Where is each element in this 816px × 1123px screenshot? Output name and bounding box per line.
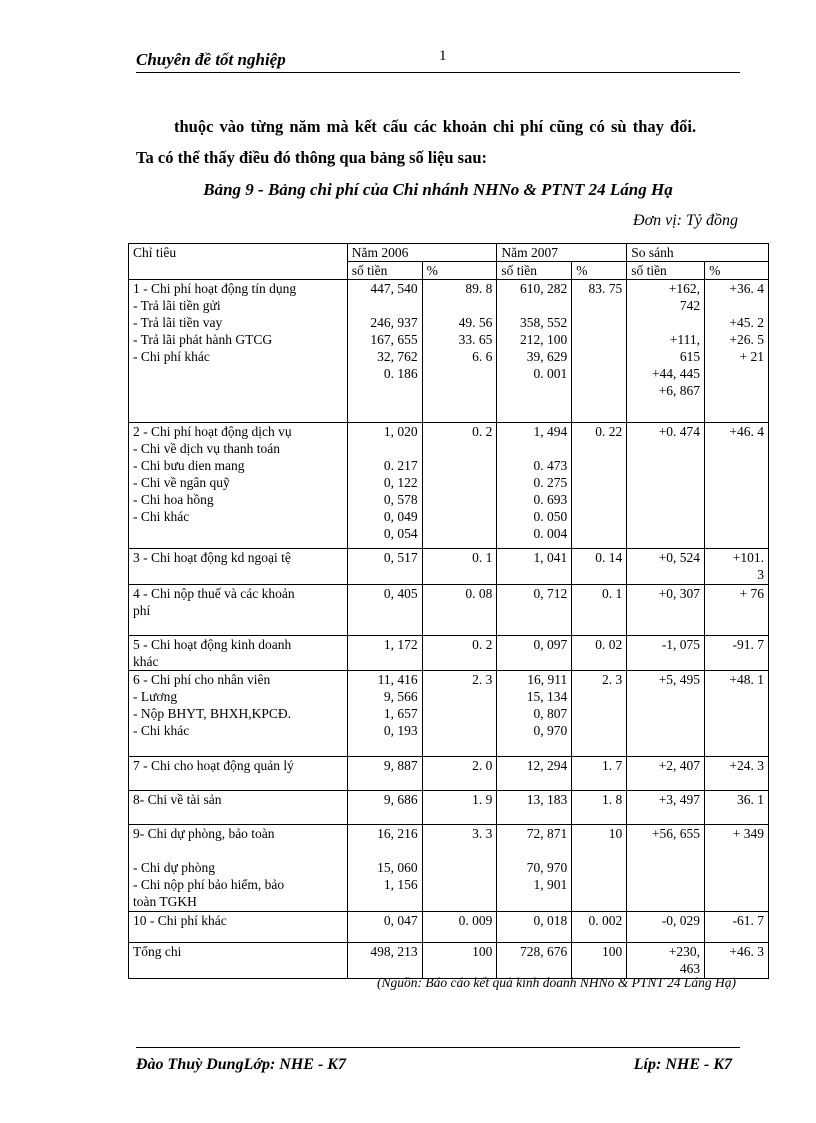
amount-2006-cell xyxy=(347,943,422,979)
percent-compare-cell xyxy=(705,943,769,979)
percent-compare-line: +45. 2 xyxy=(729,315,764,330)
amount-2006-line xyxy=(352,297,418,314)
amount-2006-line: 167, 655 xyxy=(370,332,418,347)
amount-2006-cell xyxy=(347,280,422,423)
amount-2007-line: 1, 901 xyxy=(533,877,568,892)
amount-2006-line: 9, 566 xyxy=(383,689,418,704)
amount-2007-cell xyxy=(497,912,572,943)
amount-2006-cell xyxy=(347,585,422,636)
footer-divider xyxy=(136,1047,740,1048)
cost-table xyxy=(128,243,769,979)
amount-2007-cell xyxy=(497,757,572,791)
row-label-line: khác xyxy=(133,654,159,669)
percent-2007-cell xyxy=(572,912,627,943)
table-row xyxy=(129,636,769,671)
amount-compare-line xyxy=(631,314,700,331)
percent-compare-line: 36. 1 xyxy=(737,792,764,807)
percent-2006-cell xyxy=(422,423,497,549)
percent-2006-line: 3. 3 xyxy=(472,826,493,841)
amount-2006-line: 1, 156 xyxy=(383,877,418,892)
percent-2007-line: 10 xyxy=(608,826,623,841)
percent-compare-cell xyxy=(705,549,769,585)
amount-2007-cell xyxy=(497,825,572,912)
percent-2006-cell xyxy=(422,943,497,979)
header-percent-2007: % xyxy=(572,262,627,280)
amount-2007-line: 358, 552 xyxy=(520,315,568,330)
amount-2007-line: 0, 807 xyxy=(533,706,568,721)
percent-2007-cell xyxy=(572,825,627,912)
percent-2007-line: 83. 75 xyxy=(588,281,623,296)
percent-2006-cell xyxy=(422,549,497,585)
row-label-cell xyxy=(129,825,348,912)
percent-compare-cell xyxy=(705,585,769,636)
amount-2007-line: 13, 183 xyxy=(526,792,568,807)
amount-2007-line: 12, 294 xyxy=(526,758,568,773)
percent-2006-cell xyxy=(422,671,497,757)
header-percent-2006: % xyxy=(422,262,497,280)
percent-compare-cell xyxy=(705,791,769,825)
amount-compare-cell xyxy=(627,636,705,671)
amount-2007-line: 728, 676 xyxy=(520,944,568,959)
percent-2007-line: 1. 8 xyxy=(601,792,623,807)
amount-2006-line: 0, 047 xyxy=(383,913,418,928)
row-label-line xyxy=(133,842,343,859)
percent-2006-line: 0. 1 xyxy=(472,550,493,565)
percent-2006-cell xyxy=(422,585,497,636)
table-row xyxy=(129,549,769,585)
amount-2006-line: 0, 578 xyxy=(383,492,418,507)
row-label-line: 2 - Chi phí hoạt động dịch vụ xyxy=(133,424,292,439)
amount-compare-line: +56, 655 xyxy=(651,826,701,841)
percent-compare-line: +26. 5 xyxy=(729,332,764,347)
amount-compare-line: +111, xyxy=(669,332,701,347)
amount-2007-line: 0, 018 xyxy=(533,913,568,928)
amount-2006-line: 9, 686 xyxy=(383,792,418,807)
percent-2007-line: 1. 7 xyxy=(601,758,623,773)
amount-compare-line: 615 xyxy=(679,349,701,364)
percent-2007-cell xyxy=(572,423,627,549)
table-caption: Bảng 9 - Bảng chi phí của Chi nhánh NHNo & PTNT 24 Láng Hạ xyxy=(203,180,673,199)
amount-compare-cell xyxy=(627,825,705,912)
table-header-row-1 xyxy=(129,244,769,262)
row-label-line: 6 - Chi phí cho nhân viên xyxy=(133,672,271,687)
amount-2007-cell xyxy=(497,585,572,636)
header-year-2006: Năm 2006 xyxy=(347,244,497,262)
table-row xyxy=(129,912,769,943)
percent-compare-cell xyxy=(705,757,769,791)
row-label-line: 8- Chi về tài sản xyxy=(133,792,222,807)
percent-2006-line: 2. 3 xyxy=(472,672,493,687)
percent-2007-cell xyxy=(572,636,627,671)
percent-compare-line xyxy=(709,297,764,314)
row-label-line: toàn TGKH xyxy=(133,894,197,909)
page-number: 1 xyxy=(439,48,447,64)
row-label-cell xyxy=(129,280,348,423)
amount-2007-line: 0. 693 xyxy=(533,492,568,507)
table-row xyxy=(129,423,769,549)
row-label-cell xyxy=(129,549,348,585)
percent-compare-line: +101. xyxy=(732,550,764,565)
amount-compare-line: +2, 407 xyxy=(658,758,701,773)
percent-2007-cell xyxy=(572,585,627,636)
paragraph-line-1: thuộc vào từng năm mà kết cấu các khoản chi phí cũng có sù thay đổi. xyxy=(174,117,697,136)
percent-2006-line: 89. 8 xyxy=(465,281,493,296)
percent-2007-cell xyxy=(572,280,627,423)
header-amount-2007: số tiền xyxy=(497,262,572,280)
header-criteria: Chỉ tiêu xyxy=(129,244,348,280)
amount-2007-cell xyxy=(497,791,572,825)
paragraph-line-2: Ta có thể thấy điều đó thông qua bảng số liệu sau: xyxy=(136,148,488,167)
percent-2006-line: 49. 56 xyxy=(458,315,493,330)
percent-2006-line: 33. 65 xyxy=(458,332,493,347)
percent-2007-line: 2. 3 xyxy=(601,672,623,687)
row-label-line: 5 - Chi hoạt động kinh doanh xyxy=(133,637,292,652)
table-row xyxy=(129,757,769,791)
percent-compare-line: + 349 xyxy=(732,826,764,841)
percent-2006-cell xyxy=(422,280,497,423)
percent-2007-line: 0. 02 xyxy=(595,637,623,652)
percent-2006-line: 2. 0 xyxy=(472,758,493,773)
percent-compare-line: +46. 3 xyxy=(729,944,764,959)
amount-2006-line: 498, 213 xyxy=(370,944,418,959)
percent-2006-line xyxy=(427,297,493,314)
amount-compare-cell xyxy=(627,585,705,636)
percent-2007-line: 0. 14 xyxy=(595,550,623,565)
source-note: (Nguồn: Báo cáo kết quả kinh doanh NHNo & PTNT 24 Láng Hạ) xyxy=(377,975,736,990)
row-label-line: 3 - Chi hoạt động kd ngoại tệ xyxy=(133,550,291,565)
row-label-line: 10 - Chi phí khác xyxy=(133,913,227,928)
row-label-line: - Chi phí khác xyxy=(133,349,210,364)
percent-2006-cell xyxy=(422,825,497,912)
amount-2007-line: 212, 100 xyxy=(520,332,568,347)
row-label-cell xyxy=(129,636,348,671)
row-label-line: - Trả lãi tiền gửi xyxy=(133,298,221,313)
footer-class: Líp: NHE - K7 xyxy=(633,1056,732,1073)
amount-2007-line: 70, 970 xyxy=(526,860,568,875)
row-label-cell xyxy=(129,791,348,825)
row-label-line: - Chi khác xyxy=(133,723,190,738)
table-row xyxy=(129,791,769,825)
amount-2007-line: 0. 004 xyxy=(533,526,568,541)
row-label-line: Tổng chi xyxy=(133,944,182,959)
amount-compare-line: 742 xyxy=(679,298,701,313)
row-label-cell xyxy=(129,423,348,549)
amount-2007-line: 0, 970 xyxy=(533,723,568,738)
amount-2006-line: 0, 122 xyxy=(383,475,418,490)
row-label-line: - Lương xyxy=(133,689,178,704)
row-label-line: - Chi khác xyxy=(133,509,190,524)
amount-2007-cell xyxy=(497,423,572,549)
amount-2006-line: 16, 216 xyxy=(377,826,418,841)
row-label-cell xyxy=(129,912,348,943)
table-row xyxy=(129,671,769,757)
row-label-cell xyxy=(129,585,348,636)
header-amount-compare: số tiền xyxy=(627,262,705,280)
row-label-cell xyxy=(129,671,348,757)
amount-compare-line: +5, 495 xyxy=(658,672,701,687)
amount-compare-cell xyxy=(627,423,705,549)
amount-2007-line: 610, 282 xyxy=(520,281,568,296)
amount-2006-cell xyxy=(347,912,422,943)
percent-2007-cell xyxy=(572,549,627,585)
page-header xyxy=(136,48,740,73)
amount-2007-cell xyxy=(497,280,572,423)
amount-2007-line: 1, 041 xyxy=(533,550,568,565)
amount-2007-line: 39, 629 xyxy=(526,349,568,364)
percent-compare-cell xyxy=(705,280,769,423)
amount-2006-line: 32, 762 xyxy=(377,349,418,364)
table-row xyxy=(129,825,769,912)
amount-compare-line: +0. 474 xyxy=(658,424,701,439)
row-label-line: 9- Chi dự phòng, bảo toàn xyxy=(133,826,275,841)
table-row xyxy=(129,280,769,423)
row-label-cell xyxy=(129,757,348,791)
percent-2007-line: 100 xyxy=(601,944,623,959)
header-amount-2006: số tiền xyxy=(347,262,422,280)
footer-author: Đào Thuỳ DungLớp: NHE - K7 xyxy=(136,1056,346,1073)
percent-2006-line: 0. 08 xyxy=(465,586,493,601)
amount-2007-line: 15, 134 xyxy=(526,689,568,704)
amount-2006-line: 15, 060 xyxy=(377,860,418,875)
amount-2007-line: 0. 050 xyxy=(533,509,568,524)
percent-compare-cell xyxy=(705,671,769,757)
row-label-line: - Chi dự phòng xyxy=(133,860,215,875)
amount-2006-line: 1, 020 xyxy=(383,424,418,439)
row-label-line: - Trả lãi phát hành GTCG xyxy=(133,332,273,347)
amount-2006-cell xyxy=(347,423,422,549)
amount-compare-line: +6, 867 xyxy=(658,383,701,398)
percent-2006-cell xyxy=(422,791,497,825)
amount-compare-cell xyxy=(627,912,705,943)
row-label-line: - Trả lãi tiền vay xyxy=(133,315,223,330)
header-title: Chuyên đề tốt nghiệp xyxy=(136,50,286,69)
row-label-line: - Chi về ngân quỹ xyxy=(133,475,230,490)
row-label-cell xyxy=(129,943,348,979)
percent-2007-line: 0. 002 xyxy=(588,913,623,928)
percent-compare-line: +48. 1 xyxy=(729,672,764,687)
percent-compare-line: +46. 4 xyxy=(729,424,764,439)
percent-compare-line: +24. 3 xyxy=(729,758,764,773)
table-row xyxy=(129,943,769,979)
header-compare: So sánh xyxy=(627,244,769,262)
percent-2006-line: 0. 2 xyxy=(472,424,493,439)
amount-2006-line: 1, 657 xyxy=(383,706,418,721)
row-label-line: 7 - Chi cho hoạt động quản lý xyxy=(133,758,294,773)
amount-2007-line: 0, 712 xyxy=(533,586,568,601)
amount-2006-cell xyxy=(347,549,422,585)
percent-2007-cell xyxy=(572,671,627,757)
amount-2007-cell xyxy=(497,943,572,979)
amount-2007-line: 16, 911 xyxy=(527,672,568,687)
amount-2006-line: 0. 217 xyxy=(383,458,418,473)
row-label-line: - Chi bưu dien mang xyxy=(133,458,245,473)
percent-2006-line: 1. 9 xyxy=(472,792,493,807)
percent-compare-line: +36. 4 xyxy=(729,281,764,296)
row-label-line: - Chi hoa hồng xyxy=(133,492,214,507)
amount-2006-cell xyxy=(347,757,422,791)
row-label-line: phí xyxy=(133,603,151,618)
percent-2007-line: 0. 22 xyxy=(595,424,623,439)
header-percent-compare: % xyxy=(705,262,769,280)
amount-compare-cell xyxy=(627,549,705,585)
percent-2006-cell xyxy=(422,636,497,671)
amount-2007-cell xyxy=(497,671,572,757)
amount-2006-line: 1, 172 xyxy=(383,637,418,652)
percent-2007-cell xyxy=(572,791,627,825)
percent-2006-line: 0. 2 xyxy=(472,637,493,652)
row-label-line: 1 - Chi phí hoạt động tín dụng xyxy=(133,281,297,296)
amount-2007-line: 1, 494 xyxy=(533,424,568,439)
amount-2007-line xyxy=(501,297,567,314)
amount-2006-line: 0, 054 xyxy=(383,526,418,541)
amount-2006-line xyxy=(352,842,418,859)
amount-2007-cell xyxy=(497,549,572,585)
amount-compare-cell xyxy=(627,791,705,825)
amount-2006-cell xyxy=(347,671,422,757)
amount-2006-line: 0. 186 xyxy=(383,366,418,381)
percent-2007-cell xyxy=(572,757,627,791)
amount-2007-line: 0. 275 xyxy=(533,475,568,490)
row-label-line: - Nộp BHYT, BHXH,KPCĐ. xyxy=(133,706,292,721)
amount-2006-cell xyxy=(347,636,422,671)
amount-2007-line xyxy=(501,842,567,859)
percent-compare-line: + 21 xyxy=(739,349,764,364)
percent-compare-line: -61. 7 xyxy=(732,913,764,928)
percent-compare-cell xyxy=(705,423,769,549)
percent-2006-line: 100 xyxy=(472,944,493,959)
amount-2006-cell xyxy=(347,791,422,825)
amount-2007-line: 0, 097 xyxy=(533,637,568,652)
header-year-2007: Năm 2007 xyxy=(497,244,627,262)
amount-2007-cell xyxy=(497,636,572,671)
amount-compare-line: -0, 029 xyxy=(661,913,701,928)
amount-2007-line xyxy=(501,440,567,457)
amount-2006-line: 447, 540 xyxy=(370,281,418,296)
amount-2006-line: 0, 517 xyxy=(383,550,418,565)
amount-compare-line: +3, 497 xyxy=(658,792,701,807)
amount-2006-line xyxy=(352,440,418,457)
amount-compare-cell xyxy=(627,757,705,791)
amount-compare-cell xyxy=(627,280,705,423)
row-label-line: - Chi về dịch vụ thanh toán xyxy=(133,441,280,456)
percent-compare-cell xyxy=(705,636,769,671)
amount-2006-line: 0, 193 xyxy=(383,723,418,738)
amount-2007-line: 72, 871 xyxy=(526,826,568,841)
amount-compare-line: +230, xyxy=(668,944,701,959)
amount-compare-line: -1, 075 xyxy=(661,637,701,652)
amount-2006-line: 9, 887 xyxy=(383,758,418,773)
amount-compare-line: +162, xyxy=(668,281,701,296)
amount-2006-line: 0, 049 xyxy=(383,509,418,524)
row-label-line: - Chi nộp phí bảo hiểm, bảo xyxy=(133,877,285,892)
amount-compare-line: +0, 307 xyxy=(658,586,701,601)
amount-2006-line: 0, 405 xyxy=(383,586,418,601)
amount-2006-line: 246, 937 xyxy=(370,315,418,330)
percent-compare-line: -91. 7 xyxy=(732,637,764,652)
percent-compare-cell xyxy=(705,825,769,912)
percent-2006-line: 0. 009 xyxy=(458,913,493,928)
percent-compare-line: + 76 xyxy=(739,586,764,601)
percent-compare-cell xyxy=(705,912,769,943)
row-label-line: 4 - Chi nộp thuế và các khoản xyxy=(133,586,295,601)
amount-2006-line: 11, 416 xyxy=(377,672,418,687)
amount-compare-cell xyxy=(627,943,705,979)
percent-compare-line: 3 xyxy=(757,567,764,582)
amount-compare-cell xyxy=(627,671,705,757)
unit-label: Đơn vị: Tỷ đồng xyxy=(633,212,738,229)
amount-compare-line: +44, 445 xyxy=(651,366,701,381)
percent-2007-line: 0. 1 xyxy=(601,586,623,601)
table-row xyxy=(129,585,769,636)
amount-compare-line: 463 xyxy=(679,961,701,976)
amount-2007-line: 0. 001 xyxy=(533,366,568,381)
percent-2006-cell xyxy=(422,757,497,791)
amount-compare-line: +0, 524 xyxy=(658,550,701,565)
percent-2006-cell xyxy=(422,912,497,943)
amount-2006-cell xyxy=(347,825,422,912)
percent-2006-line: 6. 6 xyxy=(472,349,493,364)
amount-2007-line: 0. 473 xyxy=(533,458,568,473)
percent-2007-cell xyxy=(572,943,627,979)
